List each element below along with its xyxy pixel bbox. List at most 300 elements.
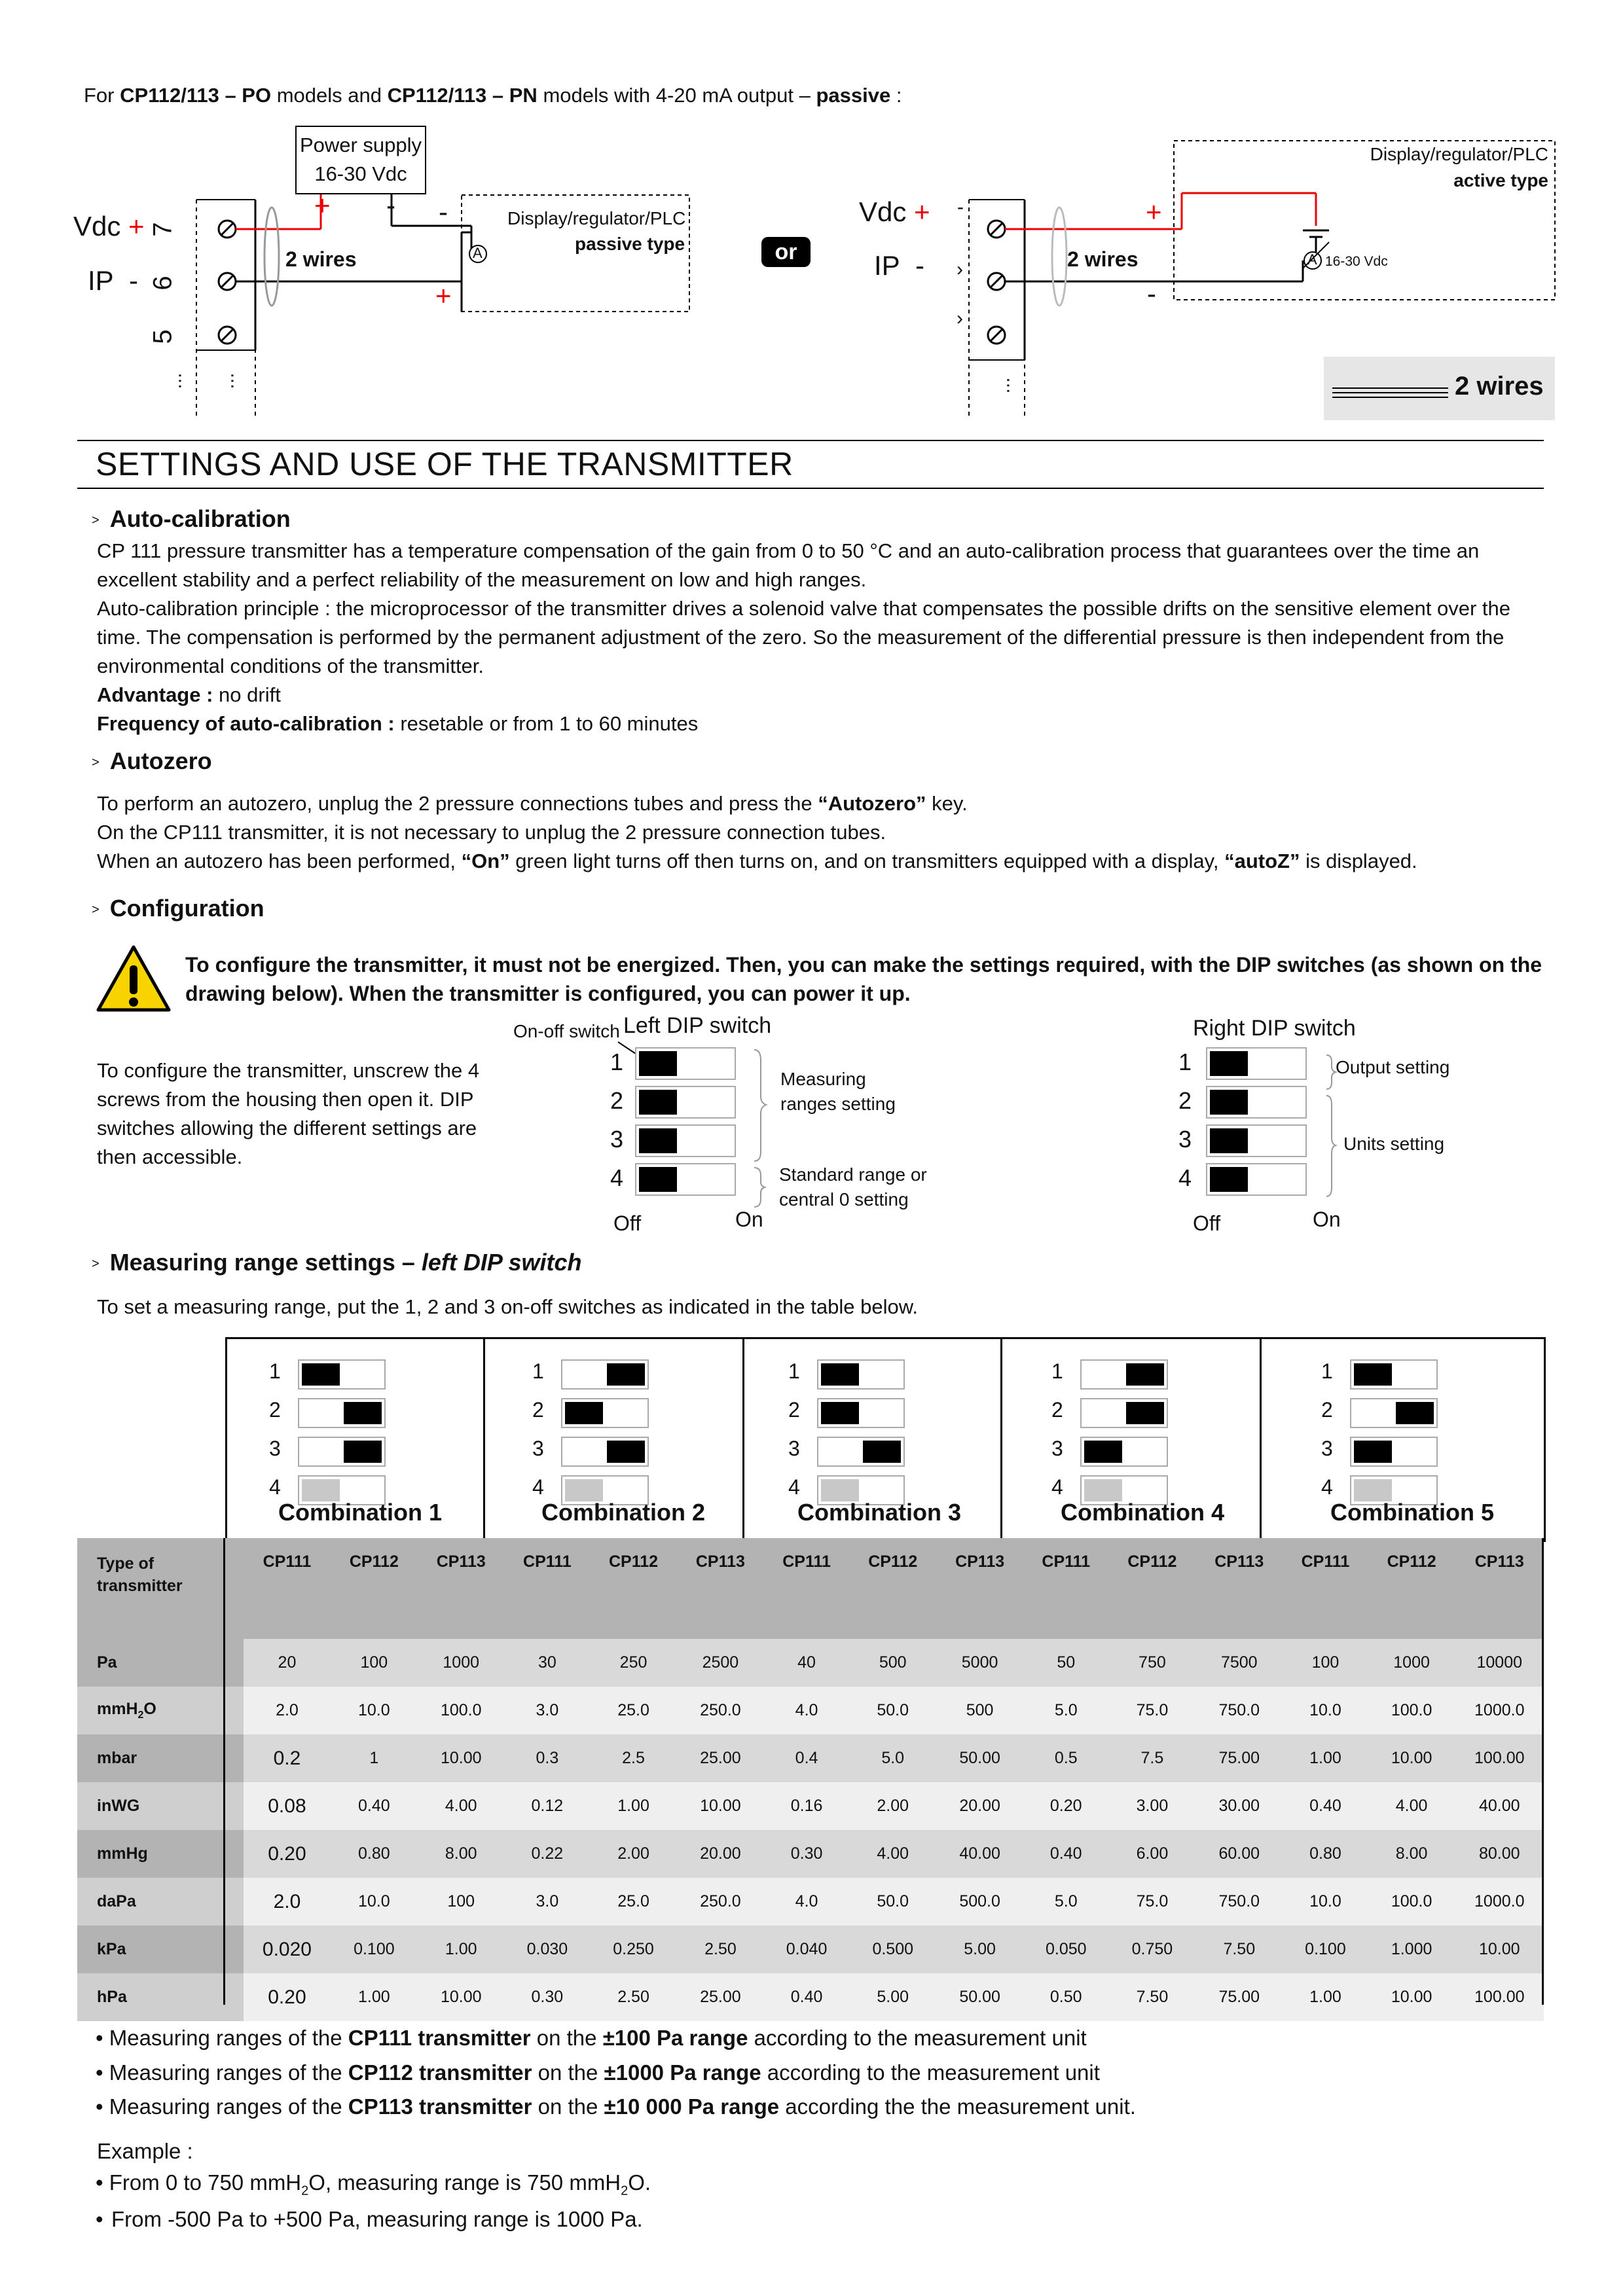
right-2-wires-label: 2 wires <box>1067 247 1139 271</box>
combo-switch-number: 3 <box>1051 1437 1063 1460</box>
model-header-cell: CP112 <box>331 1538 418 1639</box>
value-cell: 0.250 <box>590 1926 677 1973</box>
combo-switch-slot <box>561 1437 649 1467</box>
value-cell: 10.00 <box>418 1973 505 2021</box>
value-cell: 5.00 <box>936 1926 1023 1973</box>
dip-number: 2 <box>1178 1087 1192 1114</box>
value-cell: 0.40 <box>764 1973 849 2021</box>
value-cell: 500.0 <box>936 1878 1023 1926</box>
right-pin-chev-3: › <box>957 308 963 329</box>
value-cell: 750 <box>1108 1639 1195 1687</box>
combo-switch-number: 4 <box>269 1475 281 1499</box>
combo-switch-knob <box>1084 1441 1122 1463</box>
combo-switch-number: 3 <box>269 1437 281 1460</box>
power-supply-label: Power supply <box>299 134 422 156</box>
left-dots-1: ... <box>164 372 186 389</box>
value-cell: 750.0 <box>1195 1878 1283 1926</box>
value-cell: 0.500 <box>849 1926 936 1973</box>
arrow-icon: > <box>92 902 100 917</box>
example-2: From -500 Pa to +500 Pa, measuring range is 1000 Pa. <box>111 2207 643 2231</box>
value-cell: 500 <box>849 1639 936 1687</box>
value-cell: 50.0 <box>849 1687 936 1734</box>
value-cell: 25.0 <box>590 1687 677 1734</box>
output-setting-note: Output setting <box>1336 1057 1450 1077</box>
model-header-cell: CP111 <box>1023 1538 1108 1639</box>
dip-number: 2 <box>610 1087 624 1114</box>
value-cell: 0.80 <box>331 1830 418 1878</box>
value-cell: 4.0 <box>764 1878 849 1926</box>
value-cell: 10000 <box>1455 1639 1544 1687</box>
model-header-cell: CP111 <box>764 1538 849 1639</box>
combination-label: Combination 3 <box>797 1499 961 1526</box>
combo-switch-number: 2 <box>1321 1398 1333 1422</box>
value-cell: 0.20 <box>244 1973 331 2021</box>
dip-switch-slot <box>635 1047 736 1080</box>
value-cell: 3.0 <box>505 1687 590 1734</box>
combo-switch-number: 1 <box>1321 1359 1333 1383</box>
value-cell: 4.0 <box>764 1687 849 1734</box>
value-cell: 25.00 <box>677 1973 764 2021</box>
combo-switch-knob <box>565 1402 603 1424</box>
value-cell: 4.00 <box>418 1782 505 1830</box>
left-on-label: On <box>735 1208 763 1231</box>
value-cell: 1000.0 <box>1455 1878 1544 1926</box>
combo-switch-number: 4 <box>532 1475 544 1499</box>
value-cell: 25.0 <box>590 1878 677 1926</box>
value-cell: 5.0 <box>849 1734 936 1782</box>
value-cell: 0.80 <box>1283 1830 1368 1878</box>
dip-switch-knob <box>1210 1051 1248 1076</box>
dip-switch-slot <box>635 1163 736 1196</box>
section-rule-bottom <box>77 488 1544 489</box>
config-text: To configure the transmitter, unscrew the 4 screws from the housing then open it. DIP switches allowing the different settings are then accessible. <box>97 1059 480 1168</box>
combo-switch-slot <box>817 1359 905 1390</box>
combo-switch-knob <box>1354 1441 1392 1463</box>
value-cell: 40.00 <box>1455 1782 1544 1830</box>
value-cell: 4.00 <box>849 1830 936 1878</box>
combo-switch-knob <box>821 1363 859 1386</box>
value-cell: 0.30 <box>505 1973 590 2021</box>
autozero-heading: > Autozero <box>92 747 212 774</box>
dip-switch-slot <box>1206 1047 1307 1080</box>
header-type-label: Type of transmitter <box>77 1538 244 1639</box>
config-warning: To configure the transmitter, it must not be energized. Then, you can make the settings required, with the DIP switches (as shown on the drawing below). When the transmitter is configured, you can power it up. <box>185 953 1542 1005</box>
value-cell: 10.00 <box>1368 1973 1455 2021</box>
combo-switch-slot <box>1080 1437 1168 1467</box>
warning-icon <box>96 944 172 1014</box>
value-cell: 7.50 <box>1108 1973 1195 2021</box>
ip-label-left: IP - <box>88 265 139 296</box>
autocal-para1: CP 111 pressure transmitter has a temperature compensation of the gain from 0 to 50 °C and an auto-calibration process that guarantees over the time an excellent stability and a perfect reliability of the measurement on low and high ranges. Auto-calibration principle : the microprocessor of the transmitter drives a solenoid valve that compensates the possible drifts on the sensitive element over the time. The compensation is performed by the permanent adjustment of the zero. So the measurement of the differential pressure is then independent from the environmental conditions of the transmitter. Advantage : no drift Frequency of auto-calibration : resetable or from 1 to 60 minutes <box>97 539 1511 735</box>
value-cell: 2.50 <box>677 1926 764 1973</box>
value-cell: 0.050 <box>1023 1926 1108 1973</box>
unit-cell: inWG <box>77 1782 244 1830</box>
value-cell: 0.750 <box>1108 1926 1195 1973</box>
model-header-cell: CP113 <box>936 1538 1023 1639</box>
table-header-row <box>77 1538 1544 1639</box>
unit-cell: mmHg <box>77 1830 244 1878</box>
value-cell: 0.40 <box>1283 1782 1368 1830</box>
combo-switch-number: 3 <box>532 1437 544 1460</box>
ps-minus-sign: - <box>386 190 395 221</box>
value-cell: 0.4 <box>764 1734 849 1782</box>
value-cell: 1 <box>331 1734 418 1782</box>
value-cell: 500 <box>936 1687 1023 1734</box>
value-cell: 10.00 <box>1455 1926 1544 1973</box>
value-cell: 0.020 <box>244 1926 331 1973</box>
value-cell: 1.00 <box>418 1926 505 1973</box>
value-cell: 100 <box>1283 1639 1368 1687</box>
dip-number: 1 <box>1178 1049 1192 1075</box>
combo-switch-number: 1 <box>788 1359 800 1383</box>
value-cell: 100.00 <box>1455 1734 1544 1782</box>
value-cell: 0.12 <box>505 1782 590 1830</box>
intro-line: For CP112/113 – PO models and CP112/113 – PN models with 4-20 mA output – passive : <box>84 84 902 107</box>
value-cell: 2.00 <box>849 1782 936 1830</box>
right-voltage-label: 16-30 Vdc <box>1325 254 1388 269</box>
dip-number: 1 <box>610 1049 624 1075</box>
right-on-label: On <box>1313 1208 1341 1231</box>
bullet-cp111: • Measuring ranges of the CP111 transmitter on the ±100 Pa range according to the measurement unit <box>96 2026 1087 2050</box>
value-cell: 2.00 <box>590 1830 677 1878</box>
table-row <box>77 1830 1544 1878</box>
wiring-diagram <box>0 0 1623 445</box>
value-cell: 3.0 <box>505 1878 590 1926</box>
value-cell: 3.00 <box>1108 1782 1195 1830</box>
power-supply-box <box>296 131 426 188</box>
value-cell: 8.00 <box>1368 1830 1455 1878</box>
right-display-label: Display/regulator/PLC <box>1370 144 1548 164</box>
combo-switch-knob <box>1354 1479 1392 1501</box>
value-cell: 10.0 <box>331 1878 418 1926</box>
combination-label: Combination 2 <box>541 1499 705 1526</box>
arrow-icon: > <box>92 755 100 770</box>
example-2-bullet: • <box>96 2207 103 2231</box>
table-row <box>77 1973 1544 2021</box>
value-cell: 100 <box>331 1639 418 1687</box>
value-cell: 0.100 <box>1283 1926 1368 1973</box>
model-header-cell: CP112 <box>1368 1538 1455 1639</box>
pin-7-label: 7 <box>148 222 177 237</box>
value-cell: 2.0 <box>244 1878 331 1926</box>
arrow-icon: > <box>92 1256 100 1271</box>
dip-number: 3 <box>1178 1126 1192 1153</box>
value-cell: 20.00 <box>936 1782 1023 1830</box>
value-cell: 75.0 <box>1108 1687 1195 1734</box>
combo-switch-knob <box>1354 1363 1392 1386</box>
value-cell: 0.5 <box>1023 1734 1108 1782</box>
value-cell: 40 <box>764 1639 849 1687</box>
example-label: Example : <box>97 2139 193 2163</box>
combo-switch-knob <box>1126 1402 1164 1424</box>
right-pin-dash-1: - <box>957 196 964 218</box>
dip-number: 4 <box>1178 1164 1192 1191</box>
value-cell: 1.00 <box>590 1782 677 1830</box>
value-cell: 1000 <box>1368 1639 1455 1687</box>
model-header-cell: CP113 <box>1195 1538 1283 1639</box>
value-cell: 1.00 <box>1283 1734 1368 1782</box>
value-cell: 2.0 <box>244 1687 331 1734</box>
table-row <box>77 1878 1544 1926</box>
combo-switch-slot <box>298 1398 386 1428</box>
pin-5-label: 5 <box>148 329 177 344</box>
combination-label: Combination 5 <box>1330 1499 1494 1526</box>
combo-switch-number: 2 <box>1051 1398 1063 1422</box>
model-header-cell: CP111 <box>1283 1538 1368 1639</box>
value-cell: 250.0 <box>677 1878 764 1926</box>
combo-switch-number: 2 <box>532 1398 544 1422</box>
value-cell: 0.40 <box>1023 1830 1108 1878</box>
unit-cell: hPa <box>77 1973 244 2021</box>
value-cell: 60.00 <box>1195 1830 1283 1878</box>
combo-switch-slot <box>298 1359 386 1390</box>
combo-switch-slot <box>1350 1359 1438 1390</box>
right-off-label: Off <box>1193 1211 1221 1235</box>
table-row <box>77 1687 1544 1734</box>
combo-switch-number: 1 <box>1051 1359 1063 1383</box>
left-off-label: Off <box>613 1211 642 1235</box>
value-cell: 0.20 <box>244 1830 331 1878</box>
value-cell: 75.0 <box>1108 1878 1195 1926</box>
model-header-cell: CP113 <box>677 1538 764 1639</box>
value-cell: 1.000 <box>1368 1926 1455 1973</box>
value-cell: 2.50 <box>590 1973 677 2021</box>
value-cell: 10.0 <box>331 1687 418 1734</box>
measuring-range-table <box>77 1538 1544 2021</box>
combo-switch-knob <box>302 1479 340 1501</box>
combo-switch-knob <box>821 1479 859 1501</box>
combo-switch-knob <box>607 1441 645 1463</box>
pin-6-label: 6 <box>148 276 177 291</box>
mrs-text: To set a measuring range, put the 1, 2 and 3 on-off switches as indicated in the table below. <box>97 1295 919 1318</box>
model-header-cell: CP112 <box>849 1538 936 1639</box>
value-cell: 1.00 <box>331 1973 418 2021</box>
value-cell: 1000 <box>418 1639 505 1687</box>
value-cell: 20 <box>244 1639 331 1687</box>
model-header-cell: CP111 <box>505 1538 590 1639</box>
combo-switch-knob <box>821 1402 859 1424</box>
combo-switch-number: 3 <box>1321 1437 1333 1460</box>
left-dots-2: ... <box>216 372 238 389</box>
table-row <box>77 1639 1544 1687</box>
combination-label: Combination 4 <box>1061 1499 1224 1526</box>
dip-switch-slot <box>1206 1163 1307 1196</box>
value-cell: 0.20 <box>1023 1782 1108 1830</box>
right-plus-sign: + <box>1146 196 1162 227</box>
combo-switch-knob <box>565 1479 603 1501</box>
combo-switch-knob <box>1396 1402 1434 1424</box>
dip-switch-knob <box>639 1051 677 1076</box>
model-header-cell: CP112 <box>590 1538 677 1639</box>
value-cell: 0.030 <box>505 1926 590 1973</box>
combo-switch-number: 2 <box>788 1398 800 1422</box>
table-row <box>77 1734 1544 1782</box>
value-cell: 0.040 <box>764 1926 849 1973</box>
value-cell: 2.5 <box>590 1734 677 1782</box>
value-cell: 2500 <box>677 1639 764 1687</box>
combo-switch-number: 1 <box>532 1359 544 1383</box>
value-cell: 7.50 <box>1195 1926 1283 1973</box>
combo-switch-slot <box>817 1398 905 1428</box>
unit-cell: Pa <box>77 1639 244 1687</box>
value-cell: 0.30 <box>764 1830 849 1878</box>
combo-switch-knob <box>863 1441 901 1463</box>
value-cell: 0.16 <box>764 1782 849 1830</box>
dip-switch-slot <box>635 1124 736 1157</box>
right-dots: ... <box>992 377 1014 394</box>
combination-label: Combination 1 <box>278 1499 442 1526</box>
config-heading: > Configuration <box>92 895 264 922</box>
table-row <box>77 1926 1544 1973</box>
vdc-label-left: Vdc + <box>73 211 145 242</box>
value-cell: 75.00 <box>1195 1973 1283 2021</box>
value-cell: 250 <box>590 1639 677 1687</box>
col-sep-1 <box>223 1538 225 2005</box>
left-ammeter-icon: A <box>473 245 483 261</box>
value-cell: 10.00 <box>418 1734 505 1782</box>
value-cell: 1.00 <box>1283 1973 1368 2021</box>
value-cell: 4.00 <box>1368 1782 1455 1830</box>
value-cell: 10.00 <box>1368 1734 1455 1782</box>
dip-switch-knob <box>1210 1090 1248 1115</box>
example-1: • From 0 to 750 mmH$_2$O, measuring range is 750 mmH$_2$O. <box>96 2170 651 2198</box>
standard-range-note: Standard range or central 0 setting <box>779 1164 927 1210</box>
value-cell: 30.00 <box>1195 1782 1283 1830</box>
display-minus-sign: - <box>439 196 448 227</box>
table-row <box>77 1782 1544 1830</box>
value-cell: 8.00 <box>418 1830 505 1878</box>
value-cell: 50.00 <box>936 1973 1023 2021</box>
unit-cell: kPa <box>77 1926 244 1973</box>
dip-switch-slot <box>1206 1086 1307 1119</box>
value-cell: 7500 <box>1195 1639 1283 1687</box>
combo-switch-number: 1 <box>269 1359 281 1383</box>
value-cell: 10.00 <box>677 1782 764 1830</box>
value-cell: 0.3 <box>505 1734 590 1782</box>
dip-switch-knob <box>639 1090 677 1115</box>
value-cell: 80.00 <box>1455 1830 1544 1878</box>
value-cell: 10.0 <box>1283 1878 1368 1926</box>
dip-switch-knob <box>639 1167 677 1192</box>
display-plus-sign: + <box>435 280 452 311</box>
combo-switch-slot <box>1350 1398 1438 1428</box>
value-cell: 750.0 <box>1195 1687 1283 1734</box>
combo-switch-slot <box>817 1437 905 1467</box>
model-header-cell: CP113 <box>418 1538 505 1639</box>
right-display-type: active type <box>1453 170 1548 190</box>
arrow-icon: > <box>92 512 100 528</box>
or-badge: or <box>761 237 811 267</box>
mrs-heading: > Measuring range settings – left DIP switch <box>92 1249 582 1276</box>
measuring-ranges-note: Measuring ranges setting <box>780 1069 896 1114</box>
value-cell: 100.0 <box>418 1687 505 1734</box>
value-cell: 50 <box>1023 1639 1108 1687</box>
combo-switch-number: 3 <box>788 1437 800 1460</box>
right-pin-chev-2: › <box>957 259 963 280</box>
onoff-switch-label: On-off switch <box>513 1021 620 1041</box>
power-supply-voltage: 16-30 Vdc <box>314 162 407 185</box>
ip-label-right: IP - <box>874 250 925 281</box>
value-cell: 0.08 <box>244 1782 331 1830</box>
value-cell: 5.0 <box>1023 1687 1108 1734</box>
section-title: SETTINGS AND USE OF THE TRANSMITTER <box>96 446 793 482</box>
right-ammeter-icon: A <box>1307 251 1317 268</box>
combo-switch-slot <box>298 1437 386 1467</box>
right-dip-title: Right DIP switch <box>1193 1016 1356 1041</box>
unit-cell: mmH$_2$O <box>77 1687 244 1734</box>
combo-switch-number: 2 <box>269 1398 281 1422</box>
vdc-label-right: Vdc + <box>859 196 930 227</box>
combo-switch-slot <box>561 1359 649 1390</box>
value-cell: 5000 <box>936 1639 1023 1687</box>
combo-switch-knob <box>344 1441 382 1463</box>
value-cell: 75.00 <box>1195 1734 1283 1782</box>
value-cell: 0.2 <box>244 1734 331 1782</box>
value-cell: 250.0 <box>677 1687 764 1734</box>
combo-switch-slot <box>1080 1359 1168 1390</box>
value-cell: 50.0 <box>849 1878 936 1926</box>
bullet-cp112: • Measuring ranges of the CP112 transmitter on the ±1000 Pa range according to the measurement unit <box>96 2060 1100 2085</box>
value-cell: 100.0 <box>1368 1687 1455 1734</box>
dip-switch-slot <box>1206 1124 1307 1157</box>
autozero-para: To perform an autozero, unplug the 2 pressure connections tubes and press the “Autozero” key. On the CP111 transmitter, it is not necessary to unplug the 2 pressure connection tubes. When an autozero has been performed, “On” green light turns off then turns on, and on transmitters equipped with a display, “autoZ” is displayed. <box>97 792 1417 872</box>
value-cell: 5.00 <box>849 1973 936 2021</box>
model-header-cell: CP112 <box>1108 1538 1195 1639</box>
model-header-cell: CP113 <box>1455 1538 1544 1639</box>
legend-2-wires: 2 wires <box>1455 372 1544 401</box>
combo-switch-number: 4 <box>788 1475 800 1499</box>
col-sep-end <box>1542 1538 1544 2005</box>
value-cell: 100 <box>418 1878 505 1926</box>
value-cell: 100.00 <box>1455 1973 1544 2021</box>
value-cell: 0.40 <box>331 1782 418 1830</box>
value-cell: 10.0 <box>1283 1687 1368 1734</box>
value-cell: 40.00 <box>936 1830 1023 1878</box>
dip-number: 4 <box>610 1164 624 1191</box>
value-cell: 20.00 <box>677 1830 764 1878</box>
combo-switch-slot <box>1080 1398 1168 1428</box>
value-cell: 30 <box>505 1639 590 1687</box>
dip-number: 3 <box>610 1126 624 1153</box>
left-dip-title: Left DIP switch <box>623 1013 772 1038</box>
combo-switch-knob <box>302 1363 340 1386</box>
left-display-label: Display/regulator/PLC <box>507 208 686 228</box>
left-2-wires-label: 2 wires <box>285 247 357 271</box>
unit-cell: mbar <box>77 1734 244 1782</box>
value-cell: 7.5 <box>1108 1734 1195 1782</box>
combo-switch-number: 4 <box>1051 1475 1063 1499</box>
bullet-cp113: • Measuring ranges of the CP113 transmitter on the ±10 000 Pa range according the the measurement unit. <box>96 2094 1136 2119</box>
combo-switch-knob <box>1126 1363 1164 1386</box>
right-minus-sign: - <box>1147 278 1156 309</box>
dip-switch-slot <box>635 1086 736 1119</box>
value-cell: 1000.0 <box>1455 1687 1544 1734</box>
units-setting-note: Units setting <box>1343 1134 1445 1154</box>
unit-cell: daPa <box>77 1878 244 1926</box>
dip-switch-knob <box>1210 1128 1248 1153</box>
value-cell: 5.0 <box>1023 1878 1108 1926</box>
combo-switch-knob <box>1084 1479 1122 1501</box>
value-cell: 0.100 <box>331 1926 418 1973</box>
autocal-heading: > Auto-calibration <box>92 505 291 532</box>
left-display-type: passive type <box>575 234 685 254</box>
value-cell: 25.00 <box>677 1734 764 1782</box>
section-rule-top <box>77 440 1544 441</box>
combo-switch-number: 4 <box>1321 1475 1333 1499</box>
value-cell: 6.00 <box>1108 1830 1195 1878</box>
value-cell: 0.22 <box>505 1830 590 1878</box>
combo-switch-knob <box>607 1363 645 1386</box>
